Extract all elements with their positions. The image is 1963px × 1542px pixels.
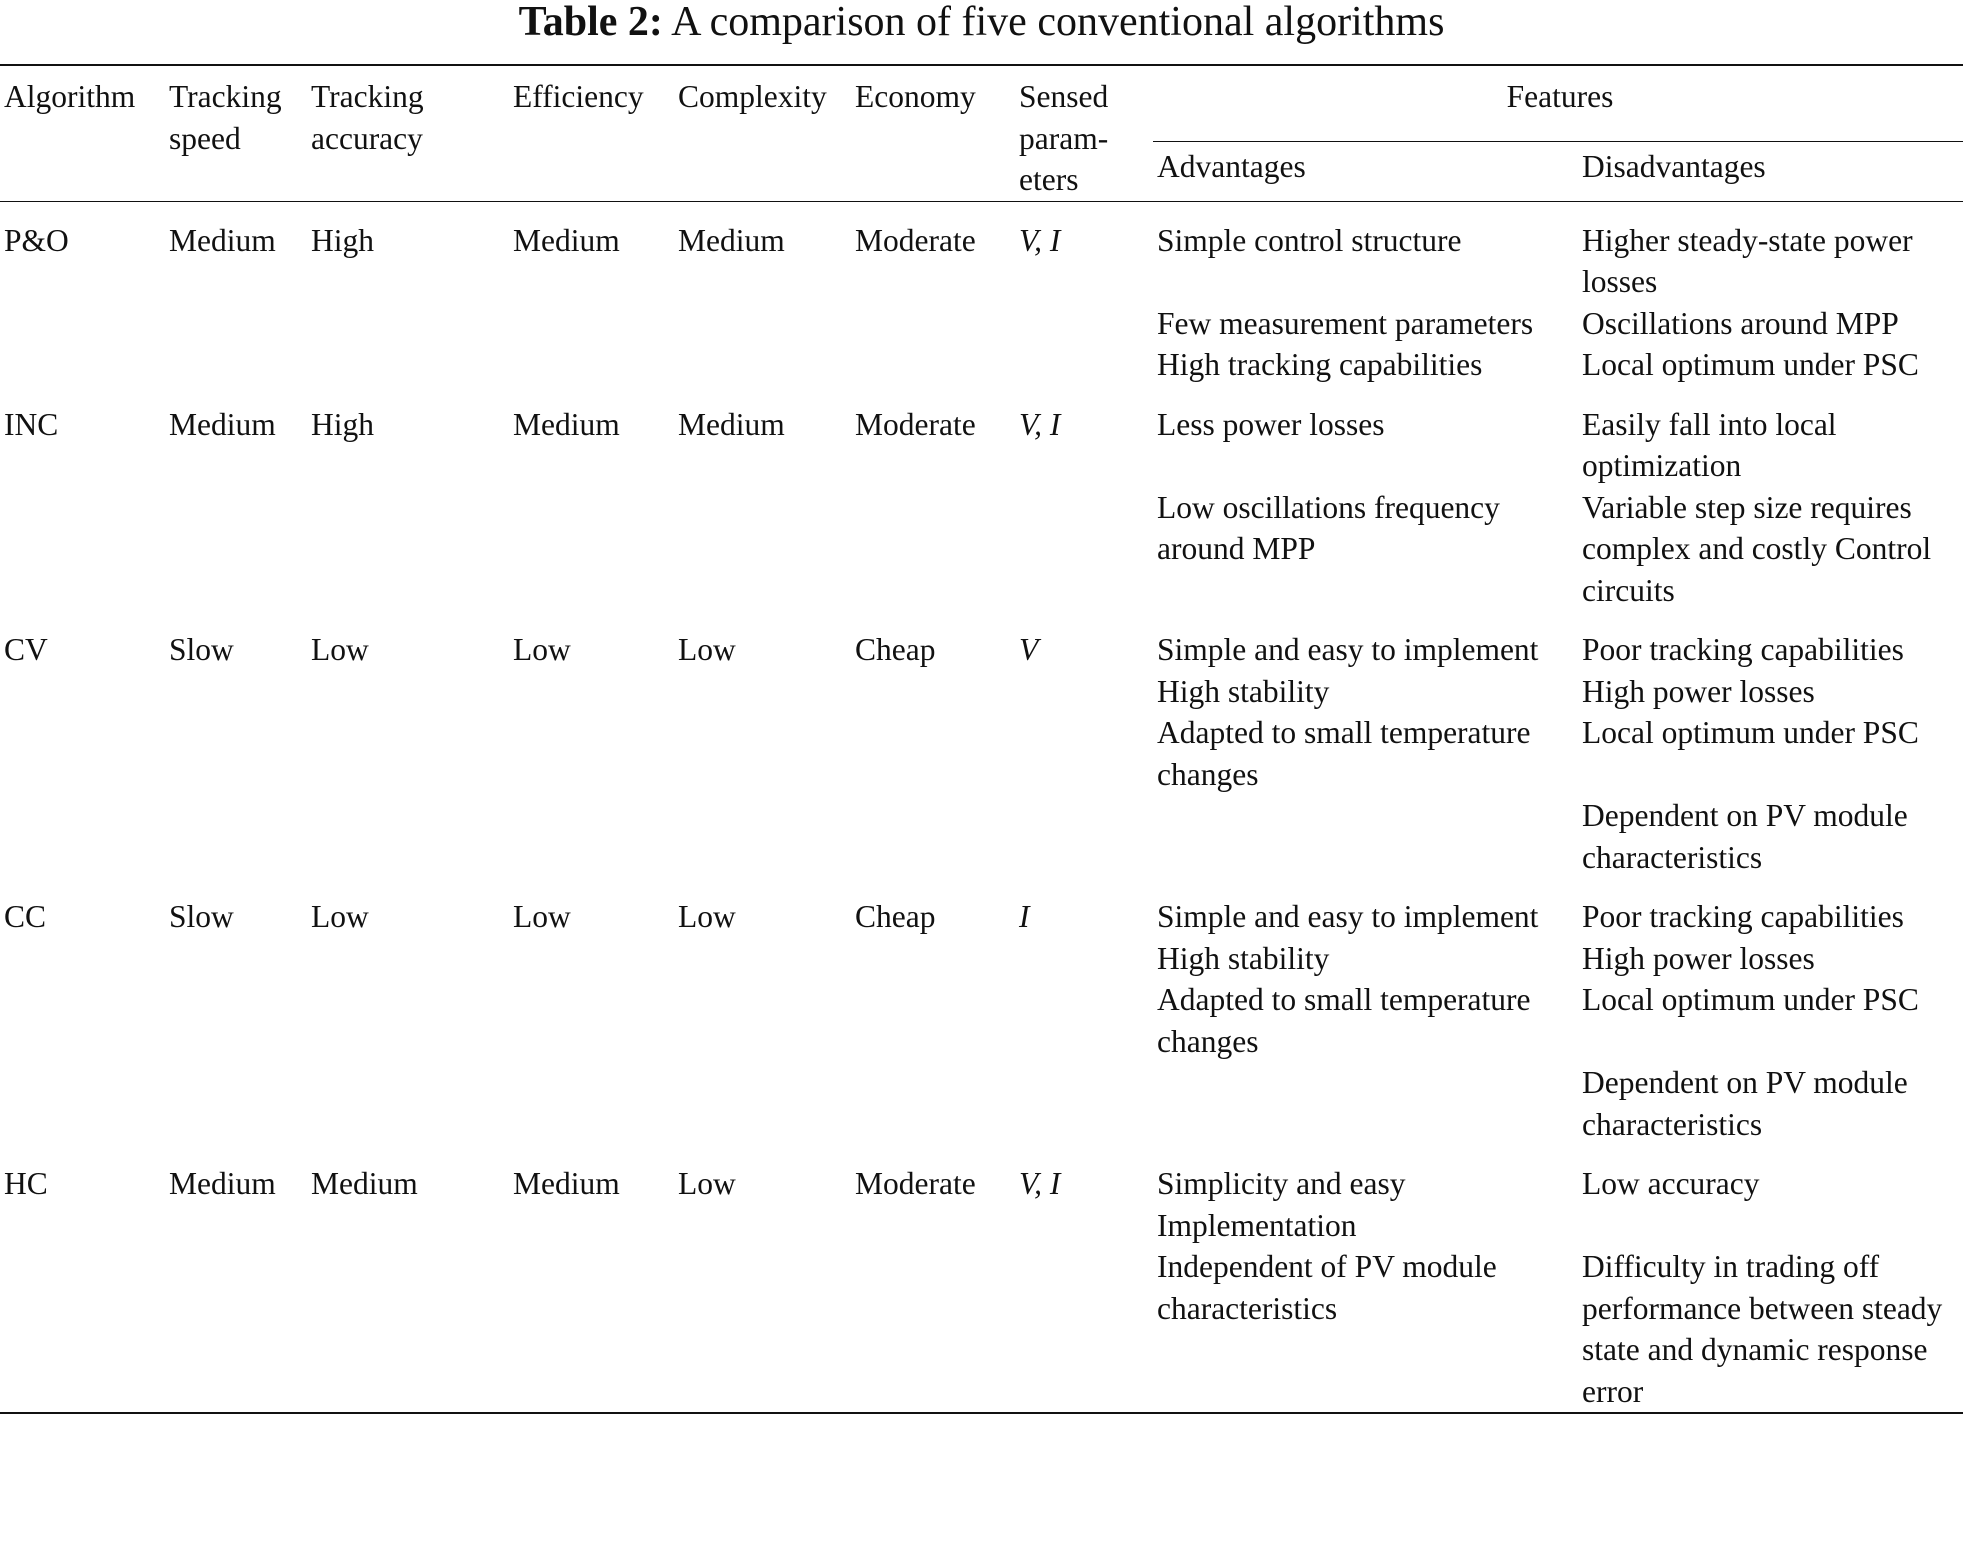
cell-efficiency: Low xyxy=(513,899,571,934)
table-body xyxy=(0,201,1963,1413)
cell-disadvantage: Poor tracking capabilities xyxy=(1582,899,1904,934)
cell-economy: Moderate xyxy=(855,222,976,258)
cell-advantage: Simple and easy to implement xyxy=(1157,632,1539,667)
cell-tracking-accuracy: High xyxy=(311,406,374,442)
cell-sensed-parameters: I xyxy=(1019,899,1030,934)
cell-disadvantage: Dependent on PV module characteristics xyxy=(1582,1065,1908,1142)
cell-complexity: Low xyxy=(678,1166,736,1201)
cell-disadvantage: High power losses xyxy=(1582,940,1815,976)
cell-tracking-speed: Medium xyxy=(169,406,276,442)
header-sensed-parameters: Sensed param- eters xyxy=(1019,79,1109,197)
header-advantages: Advantages xyxy=(1153,142,1578,201)
cell-efficiency: Medium xyxy=(513,1166,620,1201)
table-row xyxy=(0,611,1963,671)
cell-advantage: High stability xyxy=(1157,673,1330,709)
cell-advantage: High stability xyxy=(1157,940,1330,976)
cell-disadvantage: Easily fall into local optimization xyxy=(1582,406,1837,483)
header-efficiency: Efficiency xyxy=(513,79,644,114)
cell-economy: Moderate xyxy=(855,1166,976,1201)
cell-advantage xyxy=(1153,1062,1578,1145)
cell-advantage: High tracking capabilities xyxy=(1157,347,1483,382)
cell-advantage: Independent of PV module characteristics xyxy=(1157,1249,1497,1326)
cell-sensed-parameters: V, I xyxy=(1019,406,1061,442)
header-features: Features xyxy=(1506,79,1614,114)
cell-complexity: Medium xyxy=(678,222,785,258)
comparison-table xyxy=(0,64,1963,1414)
cell-efficiency: Medium xyxy=(513,222,620,258)
cell-tracking-accuracy: Low xyxy=(311,632,369,667)
cell-algorithm: CV xyxy=(4,632,48,667)
cell-tracking-speed: Slow xyxy=(169,632,234,667)
cell-disadvantage: Local optimum under PSC xyxy=(1582,715,1919,750)
cell-tracking-accuracy: Medium xyxy=(311,1166,418,1201)
cell-tracking-speed: Medium xyxy=(169,1166,276,1201)
cell-disadvantage: High power losses xyxy=(1582,673,1815,709)
cell-complexity: Low xyxy=(678,632,736,667)
cell-disadvantage: Higher steady-state power losses xyxy=(1582,222,1913,299)
cell-complexity: Medium xyxy=(678,406,785,442)
table-row xyxy=(0,201,1963,303)
cell-algorithm: P&O xyxy=(4,222,69,258)
header-disadvantages: Disadvantages xyxy=(1578,142,1963,201)
cell-disadvantage: Dependent on PV module characteristics xyxy=(1582,798,1908,875)
cell-efficiency: Low xyxy=(513,632,571,667)
table-row xyxy=(0,878,1963,938)
table-title: A comparison of five conventional algorithms xyxy=(671,0,1445,45)
cell-disadvantage: Local optimum under PSC xyxy=(1582,347,1919,382)
cell-economy: Moderate xyxy=(855,406,976,442)
cell-advantage: Less power losses xyxy=(1157,406,1385,442)
header-algorithm: Algorithm xyxy=(4,79,136,114)
cell-advantage: Few measurement parameters xyxy=(1157,305,1534,341)
cell-advantage: Simplicity and easy Implementation xyxy=(1157,1166,1406,1243)
cell-advantage: Low oscillations frequency around MPP xyxy=(1157,489,1500,566)
cell-tracking-speed: Medium xyxy=(169,222,276,258)
table-caption xyxy=(0,0,1963,44)
cell-sensed-parameters: V, I xyxy=(1019,1166,1061,1201)
cell-disadvantage: Variable step size requires complex and costly Control circuits xyxy=(1582,489,1932,608)
cell-algorithm: INC xyxy=(4,406,59,442)
cell-advantage: Adapted to small temperature changes xyxy=(1157,715,1531,792)
cell-advantage xyxy=(1153,795,1578,878)
header-tracking-speed: Tracking speed xyxy=(169,79,282,156)
cell-efficiency: Medium xyxy=(513,406,620,442)
cell-advantage: Simple and easy to implement xyxy=(1157,899,1539,934)
cell-algorithm: CC xyxy=(4,899,47,934)
cell-complexity: Low xyxy=(678,899,736,934)
cell-algorithm: HC xyxy=(4,1166,48,1201)
cell-disadvantage: Low accuracy xyxy=(1582,1166,1760,1201)
cell-sensed-parameters: V xyxy=(1019,632,1039,667)
header-complexity: Complexity xyxy=(678,79,827,114)
table-header xyxy=(0,65,1963,201)
table-label: Table 2: xyxy=(518,0,663,45)
cell-disadvantage: Difficulty in trading off performance between steady state and dynamic response error xyxy=(1582,1249,1943,1409)
table-row xyxy=(0,1145,1963,1246)
header-tracking-accuracy: Tracking accuracy xyxy=(311,79,424,156)
cell-economy: Cheap xyxy=(855,632,936,667)
cell-advantage: Adapted to small temperature changes xyxy=(1157,982,1531,1059)
cell-advantage: Simple control structure xyxy=(1157,222,1462,258)
cell-disadvantage: Poor tracking capabilities xyxy=(1582,632,1904,667)
cell-tracking-accuracy: Low xyxy=(311,899,369,934)
cell-sensed-parameters: V, I xyxy=(1019,222,1061,258)
cell-tracking-speed: Slow xyxy=(169,899,234,934)
table-row xyxy=(0,386,1963,487)
cell-tracking-accuracy: High xyxy=(311,222,374,258)
cell-disadvantage: Oscillations around MPP xyxy=(1582,305,1899,341)
header-economy: Economy xyxy=(855,79,976,114)
cell-disadvantage: Local optimum under PSC xyxy=(1582,982,1919,1017)
cell-economy: Cheap xyxy=(855,899,936,934)
